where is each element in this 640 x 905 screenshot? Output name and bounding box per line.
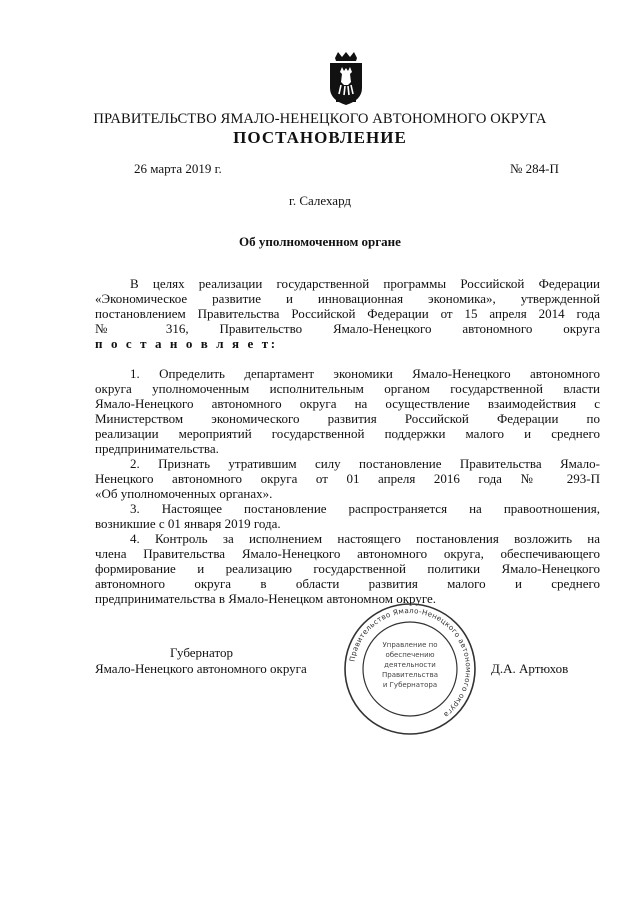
document-date: 26 марта 2019 г. <box>134 161 222 176</box>
svg-text:Управление по: Управление по <box>382 641 438 649</box>
preamble-line: постановлением Правительства Российской Федерации от 15 апреля 2014 года <box>95 306 600 321</box>
item-line: 1. Определить департамент экономики Ямало-Ненецкого автономного <box>130 366 600 381</box>
signatory-title: Губернатор <box>170 645 233 660</box>
signatory-organization: Ямало-Ненецкого автономного округа <box>95 661 307 676</box>
item-line: предпринимательства. <box>95 441 219 456</box>
document-type: ПОСТАНОВЛЕНИЕ <box>233 128 407 147</box>
preamble-line: В целях реализации государственной программы Российской Федерации <box>130 276 600 291</box>
svg-text:Правительство Ямало-Ненецкого: Правительство Ямало-Ненецкого автономного округа <box>347 605 474 720</box>
item-line: автономного округа в области развития малого и среднего <box>95 576 600 591</box>
item-line: предпринимательства в Ямало-Ненецком автономном округе. <box>95 591 437 606</box>
coat-of-arms-icon <box>323 52 369 108</box>
svg-text:деятельности: деятельности <box>384 661 436 669</box>
item-line: формирование и реализацию государственной политики Ямало-Ненецкого <box>95 561 600 576</box>
official-stamp-icon <box>342 601 478 737</box>
item-line: 3. Настоящее постановление распространяется на правоотношения, <box>130 501 600 516</box>
item-line: члена Правительства Ямало-Ненецкого автономного округа, обеспечивающего <box>95 546 600 561</box>
item-line: Ямало-Ненецкого автономного округа на осуществление взаимодействия с <box>95 396 600 411</box>
svg-text:Правительства: Правительства <box>382 671 438 679</box>
item-line: «Об уполномоченных органах». <box>95 486 273 501</box>
svg-text:обеспечению: обеспечению <box>385 651 435 659</box>
item-line: Ненецкого автономного округа от 01 апреля 2016 года № 293-П <box>95 471 600 486</box>
item-line: 4. Контроль за исполнением настоящего постановления возложить на <box>130 531 600 546</box>
item-line: 2. Признать утратившим силу постановление Правительства Ямало- <box>130 456 600 471</box>
document-city: г. Салехард <box>288 193 352 208</box>
government-title: ПРАВИТЕЛЬСТВО ЯМАЛО-НЕНЕЦКОГО АВТОНОМНОГО ОКРУГА <box>93 111 547 127</box>
resolves-keyword: п о с т а н о в л я е т: <box>95 336 278 351</box>
preamble-line: № 316, Правительство Ямало-Ненецкого автономного округа <box>95 321 600 336</box>
svg-text:и Губернатора: и Губернатора <box>382 681 438 689</box>
document-number: № 284-П <box>510 161 559 176</box>
item-line: округа уполномоченным исполнительным органом государственной власти <box>95 381 600 396</box>
item-line: Министерством экономического развития Российской Федерации по <box>95 411 600 426</box>
document-subject: Об уполномоченном органе <box>239 234 401 249</box>
item-line: возникшие с 01 января 2019 года. <box>95 516 281 531</box>
item-line: реализации мероприятий государственной поддержки малого и среднего <box>95 426 600 441</box>
signatory-name: Д.А. Артюхов <box>491 661 569 676</box>
preamble-line: «Экономическое развитие и инновационная экономика», утвержденной <box>95 291 600 306</box>
